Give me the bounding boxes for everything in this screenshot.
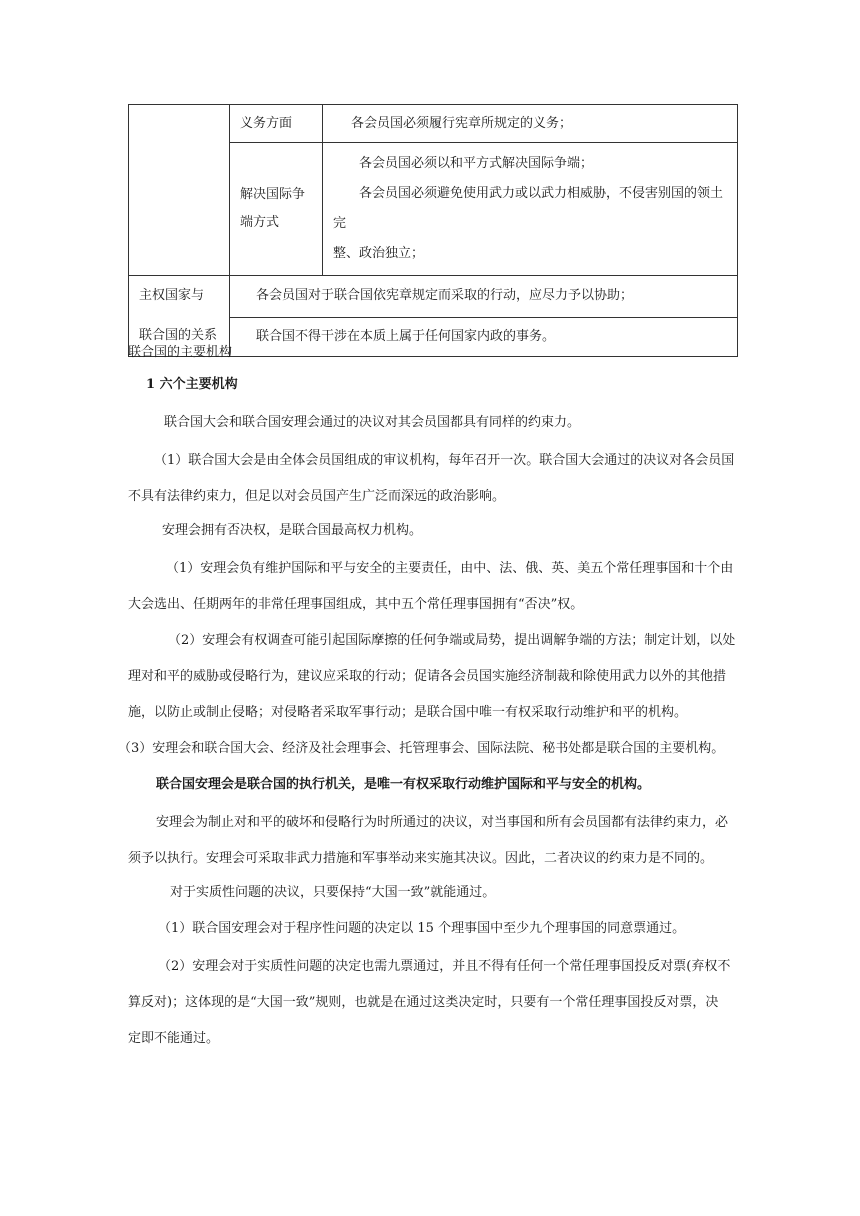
content-relation-2: 联合国不得干涉在本质上属于任何国家内政的事务。: [230, 317, 738, 356]
label-duty: 义务方面: [230, 105, 323, 143]
paragraph-11-line2: 算反对)；这体现的是“大国一致”规则，也就是在通过这类决定时，只要有一个常任理事国投反对票，决: [128, 995, 719, 1010]
empty-cell: [129, 105, 230, 276]
paragraph-2-line1: （1）联合国大会是由全体会员国组成的审议机构，每年召开一次。联合国大会通过的决议对各会员国: [154, 453, 735, 468]
label-dispute: [230, 143, 323, 276]
content-dispute: [323, 143, 738, 276]
label-dispute-line2: 端方式: [240, 215, 280, 230]
content-dispute-2: 各会员国必须避免使用武力或以武力相威胁，不侵害别国的领土完: [333, 186, 724, 231]
paragraph-3: 安理会拥有否决权，是联合国最高权力机构。: [162, 523, 423, 538]
paragraph-4-line2: 大会选出、任期两年的非常任理事国组成，其中五个常任理事国拥有“否决”权。: [128, 597, 584, 612]
paragraph-5-line2: 理对和平的威胁或侵略行为，建议应采取的行动；促请各会员国实施经济制裁和除使用武力以外的其他措: [128, 669, 727, 684]
paragraph-2-line2: 不具有法律约束力，但足以对会员国产生广泛而深远的政治影响。: [128, 489, 506, 504]
section-heading: 联合国的主要机构: [128, 345, 233, 360]
paragraph-7: 联合国安理会是联合国的执行机关，是唯一有权采取行动维护国际和平与安全的机构。: [156, 777, 651, 792]
paragraph-11-line1: （2）安理会对于实质性问题的决定也需九票通过，并且不得有任何一个常任理事国投反对票(弃权不: [158, 959, 731, 974]
paragraph-5-line1: （2）安理会有权调查可能引起国际摩擦的任何争端或局势，提出调解争端的方法；制定计划，以处: [168, 633, 736, 648]
label-relation-line2: 联合国的关系: [139, 328, 218, 343]
paragraph-8-line1: 安理会为制止对和平的破坏和侵略行为时所通过的决议，对当事国和所有会员国都有法律约束力，必: [156, 815, 729, 830]
label-relation-line1: 主权国家与: [139, 288, 205, 303]
paragraph-8-line2: 须予以执行。安理会可采取非武力措施和军事举动来实施其决议。因此，二者决议的约束力是不同的。: [128, 851, 714, 866]
section-subheading: 1 六个主要机构: [146, 377, 238, 392]
label-dispute-line1: 解决国际争: [240, 187, 306, 202]
charter-table: [128, 104, 738, 357]
content-relation-1: 各会员国对于联合国依宪章规定而采取的行动，应尽力予以协助；: [230, 276, 738, 318]
content-dispute-1: 各会员国必须以和平方式解决国际争端；: [359, 156, 594, 171]
paragraph-5-line3: 施，以防止或制止侵略；对侵略者采取军事行动；是联合国中唯一有权采取行动维护和平的机构。: [128, 705, 688, 720]
paragraph-11-line3: 定即不能通过。: [128, 1031, 220, 1046]
paragraph-9: 对于实质性问题的决议，只要保持“大国一致”就能通过。: [170, 885, 496, 900]
table-row: [129, 105, 738, 143]
table-row: [129, 276, 738, 318]
content-duty: 各会员国必须履行宪章所规定的义务；: [323, 105, 738, 143]
paragraph-6: （3）安理会和联合国大会、经济及社会理事会、托管理事会、国际法院、秘书处都是联合国的主要机构。: [118, 741, 725, 756]
paragraph-10: （1）联合国安理会对于程序性问题的决定以 15 个理事国中至少九个理事国的同意票通过。: [158, 921, 686, 936]
paragraph-1: 联合国大会和联合国安理会通过的决议对其会员国都具有同样的约束力。: [164, 415, 581, 430]
paragraph-4-line1: （1）安理会负有维护国际和平与安全的主要责任，由中、法、俄、英、美五个常任理事国和十个由: [166, 561, 734, 576]
content-dispute-2-cont: 整、政治独立；: [333, 246, 425, 261]
